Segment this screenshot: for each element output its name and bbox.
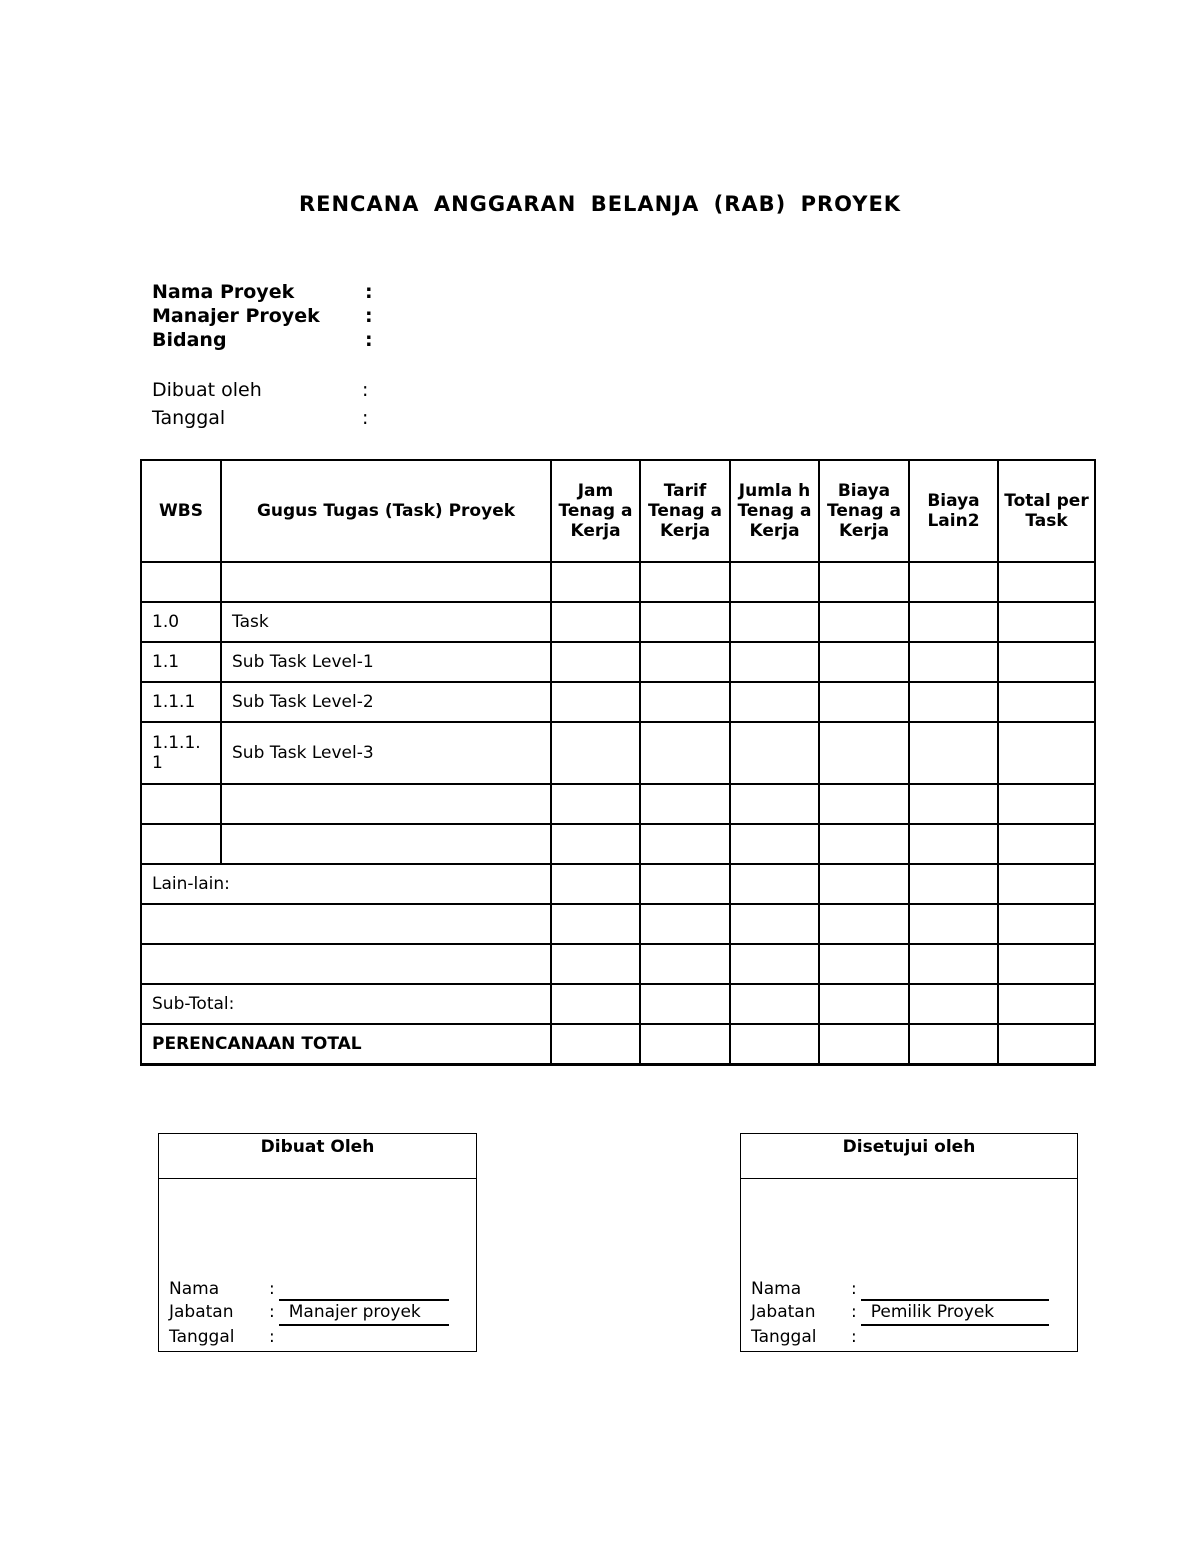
value-cell [551,1024,640,1065]
field-manajer-proyek [152,304,373,328]
value-cell [998,722,1095,784]
value-cell [909,864,998,904]
sig-field-nama [751,1278,1049,1301]
sub-total-label: Sub-Total: [141,984,551,1024]
value-cell [730,1024,819,1065]
empty-cell [141,904,551,944]
author-info [152,378,368,434]
field-label: Tanggal [152,407,226,429]
signature-heading: Dibuat Oleh [159,1134,476,1179]
signature-box-approved [740,1133,1078,1352]
table-row [141,602,1095,642]
wbs-cell: 1.1.1. 1 [141,722,221,784]
value-cell [819,642,909,682]
sig-sep: : [269,1302,275,1322]
table-row [141,562,1095,602]
sig-value [861,1278,1049,1301]
value-cell [640,984,730,1024]
value-cell [730,682,819,722]
sig-field-jabatan [169,1301,449,1326]
value-cell [819,682,909,722]
value-cell [551,602,640,642]
value-cell [551,944,640,984]
wbs-cell: 1.1.1 [141,682,221,722]
lain-lain-label: Lain-lain: [141,864,551,904]
sig-sep: : [269,1279,275,1299]
value-cell [819,722,909,784]
value-cell [551,824,640,864]
sub-total-row [141,984,1095,1024]
value-cell [998,642,1095,682]
wbs-cell: 1.0 [141,602,221,642]
col-header-jam: Jam Tenag a Kerja [551,460,640,562]
value-cell [640,864,730,904]
value-cell [909,1024,998,1065]
task-cell: Sub Task Level-2 [221,682,551,722]
col-header-jumlah: Jumla h Tenag a Kerja [730,460,819,562]
value-cell [909,602,998,642]
sig-field-tanggal [169,1326,449,1349]
value-cell [909,824,998,864]
value-cell [730,562,819,602]
value-cell [909,984,998,1024]
task-cell: Sub Task Level-3 [221,722,551,784]
field-sep: : [362,407,369,429]
value-cell [640,1024,730,1065]
field-sep: : [365,305,373,327]
field-sep: : [365,329,373,351]
value-cell [730,864,819,904]
value-cell [730,602,819,642]
signature-box-created [158,1133,477,1352]
wbs-cell [141,784,221,824]
signature-area [159,1179,476,1351]
signature-heading: Disetujui oleh [741,1134,1077,1179]
value-cell [640,642,730,682]
field-label: Manajer Proyek [152,305,320,327]
sig-value: Manajer proyek [279,1301,449,1326]
value-cell [551,722,640,784]
total-label: PERENCANAAN TOTAL [141,1024,551,1065]
field-sep: : [362,379,369,401]
value-cell [998,864,1095,904]
signature-fields [169,1278,449,1349]
value-cell [998,824,1095,864]
field-nama-proyek [152,280,373,304]
task-cell: Task [221,602,551,642]
empty-cell [141,944,551,984]
table-row [141,642,1095,682]
value-cell [819,562,909,602]
value-cell [730,784,819,824]
value-cell [551,864,640,904]
value-cell [730,944,819,984]
value-cell [640,824,730,864]
value-cell [998,784,1095,824]
field-label: Dibuat oleh [152,379,262,401]
task-cell: Sub Task Level-1 [221,642,551,682]
value-cell [909,784,998,824]
sig-label: Jabatan [169,1302,234,1322]
value-cell [909,944,998,984]
value-cell [640,722,730,784]
table-row [141,944,1095,984]
value-cell [551,784,640,824]
table-row [141,824,1095,864]
field-tanggal [152,406,368,434]
task-cell [221,784,551,824]
task-cell [221,824,551,864]
value-cell [730,642,819,682]
value-cell [909,722,998,784]
table-row [141,904,1095,944]
value-cell [998,602,1095,642]
value-cell [998,904,1095,944]
col-header-total: Total per Task [998,460,1095,562]
document-title: RENCANA ANGGARAN BELANJA (RAB) PROYEK [298,192,902,216]
sig-sep: : [851,1302,857,1322]
value-cell [640,602,730,642]
value-cell [640,562,730,602]
wbs-cell [141,824,221,864]
value-cell [551,904,640,944]
col-header-tarif: Tarif Tenag a Kerja [640,460,730,562]
field-sep: : [365,281,373,303]
field-label: Nama Proyek [152,281,295,303]
signature-fields [751,1278,1049,1349]
sig-label: Tanggal [751,1327,817,1347]
sig-sep: : [851,1279,857,1299]
value-cell [640,682,730,722]
value-cell [551,562,640,602]
sig-sep: : [851,1327,857,1347]
value-cell [730,984,819,1024]
wbs-cell: 1.1 [141,642,221,682]
sig-label: Nama [751,1279,802,1299]
value-cell [819,602,909,642]
table-header-row [141,460,1095,562]
value-cell [640,904,730,944]
value-cell [998,1024,1095,1065]
col-header-biaya-lain: Biaya Lain2 [909,460,998,562]
value-cell [819,904,909,944]
wbs-cell [141,562,221,602]
value-cell [730,904,819,944]
value-cell [909,562,998,602]
lain-lain-row [141,864,1095,904]
sig-field-tanggal [751,1326,1049,1349]
sig-label: Tanggal [169,1327,235,1347]
value-cell [551,642,640,682]
value-cell [819,944,909,984]
value-cell [551,984,640,1024]
sig-field-nama [169,1278,449,1301]
sig-field-jabatan [751,1301,1049,1326]
value-cell [998,562,1095,602]
value-cell [819,864,909,904]
col-header-wbs: WBS [141,460,221,562]
value-cell [819,984,909,1024]
table-row [141,682,1095,722]
col-header-biaya-tenaga: Biaya Tenag a Kerja [819,460,909,562]
sig-value [279,1278,449,1301]
value-cell [909,682,998,722]
value-cell [819,1024,909,1065]
project-info [152,280,373,352]
field-dibuat-oleh [152,378,368,406]
value-cell [909,642,998,682]
value-cell [998,682,1095,722]
value-cell [819,784,909,824]
field-bidang [152,328,373,352]
sig-label: Jabatan [751,1302,816,1322]
value-cell [909,904,998,944]
table-row [141,784,1095,824]
value-cell [551,682,640,722]
value-cell [730,722,819,784]
value-cell [819,824,909,864]
task-cell [221,562,551,602]
value-cell [640,784,730,824]
total-row [141,1024,1095,1065]
budget-table [140,459,1096,1066]
sig-label: Nama [169,1279,220,1299]
table-row [141,722,1095,784]
col-header-task: Gugus Tugas (Task) Proyek [221,460,551,562]
field-label: Bidang [152,329,227,351]
sig-value: Pemilik Proyek [861,1301,1049,1326]
value-cell [730,824,819,864]
value-cell [998,984,1095,1024]
signature-area [741,1179,1077,1351]
sig-sep: : [269,1327,275,1347]
value-cell [640,944,730,984]
value-cell [998,944,1095,984]
